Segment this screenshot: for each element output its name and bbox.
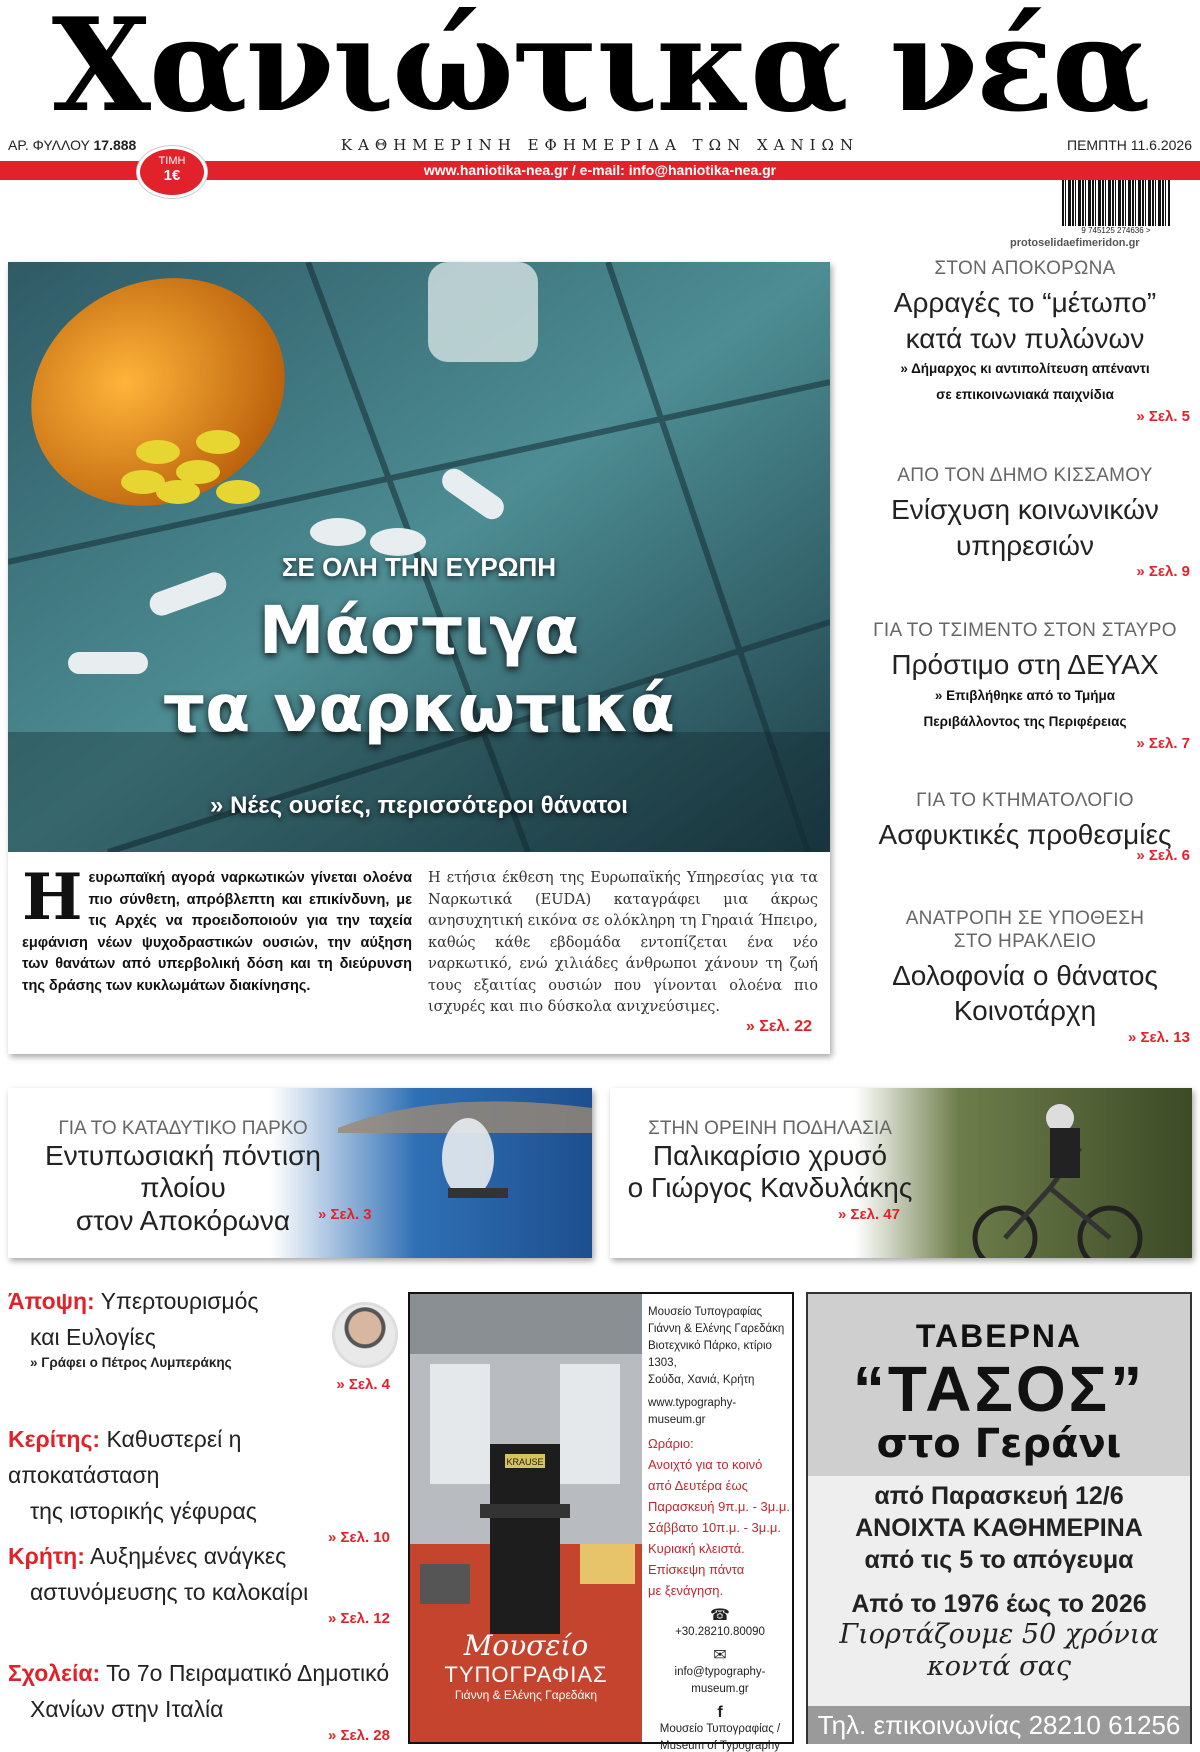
item-label: Κερίτης: xyxy=(8,1426,101,1452)
byline: » Γράφει ο Πέτρος Λυμπεράκης xyxy=(30,1355,232,1370)
item-text: της ιστορικής γέφυρας xyxy=(30,1498,257,1524)
story-ktimatologio[interactable] xyxy=(860,790,1190,864)
museum-info xyxy=(648,1304,792,1752)
museum-ad[interactable] xyxy=(408,1292,794,1752)
headline-line: Παλικαρίσιο χρυσό xyxy=(652,1140,888,1171)
story-sub xyxy=(860,683,1190,735)
sub-line: Περιβάλλοντος της Περιφέρειας xyxy=(923,713,1127,729)
price-value: 1€ xyxy=(163,167,181,184)
anniversary-line: Από το 1976 έως το 2026 xyxy=(851,1590,1147,1618)
address-line: Γιάννη & Ελένης Γαρεδάκη xyxy=(648,1323,785,1335)
hero-page-ref[interactable]: » Σελ. 22 xyxy=(745,1018,812,1035)
headline-line: Κοινοτάρχη xyxy=(953,995,1097,1027)
story-kicker xyxy=(860,908,1190,954)
anniversary-line: κοντά σας xyxy=(927,1651,1071,1682)
author-avatar xyxy=(332,1302,398,1368)
page-ref[interactable]: » Σελ. 4 xyxy=(336,1376,390,1393)
story-kicker: ΣΤΟΝ ΑΠΟΚΟΡΩΝΑ xyxy=(934,258,1116,279)
story-headline: Ασφυκτικές προθεσμίες xyxy=(878,818,1172,850)
kicker-line: ΑΝΑΤΡΟΠΗ ΣΕ ΥΠΟΘΕΣΗ xyxy=(905,908,1145,929)
museum-name-line: Μουσείο xyxy=(463,1629,589,1662)
museum-name xyxy=(410,1629,642,1702)
story-headline xyxy=(860,285,1190,357)
item-text: Το 7ο Πειραματικό Δημοτικό xyxy=(100,1660,390,1686)
page-ref[interactable]: » Σελ. 47 xyxy=(838,1206,900,1223)
taverna-label: ΤΑΒΕΡΝΑ xyxy=(915,1318,1083,1354)
story-apokoronas[interactable] xyxy=(860,258,1190,425)
banner-kicker: ΓΙΑ ΤΟ ΚΑΤΑΔΥΤΙΚΟ ΠΑΡΚΟ xyxy=(58,1118,308,1139)
story-headline xyxy=(860,492,1190,564)
issue-value: 17.888 xyxy=(93,137,137,153)
item-title xyxy=(8,1538,398,1610)
dropcap: Η xyxy=(22,860,83,935)
hours-line: Παρασκευή 9π.μ. - 3μ.μ. xyxy=(648,1499,790,1514)
headline-line: κατά των πυλώνων xyxy=(905,322,1145,354)
headline-line: στον Αποκόρωνα xyxy=(75,1204,291,1236)
hours-title: Ωράριο: xyxy=(648,1436,694,1451)
story-headline: Πρόστιμο στη ΔΕΥΑΧ xyxy=(891,648,1159,680)
story-heraklion[interactable] xyxy=(860,908,1190,1046)
tagline: ΚΑΘΗΜΕΡΙΝΗ ΕΦΗΜΕΡΙΔΑ ΤΩΝ ΧΑΝΙΩΝ xyxy=(340,136,860,154)
barcode-number: 9 745125 274636 > xyxy=(1081,226,1151,235)
address-line: Βιοτεχνικό Πάρκο, κτίριο 1303, xyxy=(648,1340,772,1369)
hero-body: Η ετήσια έκθεση της Ευρωπαϊκής Υπηρεσίας για τα Ναρκωτικά (EUDA) καταγράφει μια άκρως ανησυχητική εικόνα σε ολόκληρη τη Γηραιά Ήπειρο, καθώς κάθε εβδομάδα εντοπίζεται ένα νέο ναρκωτικό, ενώ χιλιάδες άνθρωποι χάνουν τη ζωή τους εξαιτίας ουσιών που γίνονται ολοένα πιο ισχυρές και πιο δύσκολα ανιχνεύσιμες. xyxy=(428,870,818,1015)
barcode xyxy=(1062,180,1170,236)
museum-name-line: ΤΥΠΟΓΡΑΦΙΑΣ xyxy=(444,1662,608,1687)
item-title xyxy=(8,1421,398,1529)
headline-line: Αρραγές το “μέτωπο” xyxy=(893,286,1157,318)
issue-number xyxy=(8,137,136,153)
museum-phone[interactable]: +30.28210.80090 xyxy=(675,1626,765,1638)
issue-date: ΠΕΜΠΤΗ 11.6.2026 xyxy=(1066,137,1192,153)
source-credit: protoselidaefimeridon.gr xyxy=(1010,237,1140,249)
item-keritis[interactable] xyxy=(8,1421,398,1546)
phone-icon: ☎ xyxy=(710,1607,730,1624)
story-deyax[interactable] xyxy=(860,620,1190,752)
taverna-name: “ΤΑΣΟΣ” xyxy=(852,1353,1146,1425)
hours-line: ΑΝΟΙΧΤΑ ΚΑΘΗΜΕΡΙΝΑ xyxy=(855,1514,1143,1542)
item-text: Υπερτουρισμός xyxy=(94,1288,259,1314)
item-text: Αυξημένες ανάγκες xyxy=(84,1543,287,1569)
kicker-line: ΣΤΟ ΗΡΑΚΛΕΙΟ xyxy=(953,930,1097,952)
banner-text xyxy=(620,1118,920,1205)
page-ref[interactable]: » Σελ. 12 xyxy=(328,1610,390,1627)
barcode-icon xyxy=(1062,180,1170,226)
fb-line: Museum of Typography xyxy=(660,1740,780,1752)
item-label: Άποψη: xyxy=(8,1288,95,1314)
contact-links[interactable]: www.haniotika-nea.gr / e-mail: info@haniotika-nea.gr xyxy=(423,162,777,178)
headline-line: Εντυπωσιακή πόντιση πλοίου xyxy=(45,1140,321,1204)
story-headline xyxy=(860,958,1190,1030)
item-label: Σχολεία: xyxy=(8,1660,101,1686)
item-text: αστυνόμευσης το καλοκαίρι xyxy=(30,1579,309,1605)
headline-line: Δολοφονία ο θάνατος xyxy=(892,959,1158,991)
story-kicker: ΓΙΑ ΤΟ ΤΣΙΜΕΝΤΟ ΣΤΟΝ ΣΤΑΥΡΟ xyxy=(873,620,1177,641)
hero-headline-line1: Μάστιγα xyxy=(258,592,580,669)
taverna-hours xyxy=(808,1480,1190,1576)
story-kicker: ΓΙΑ ΤΟ ΚΤΗΜΑΤΟΛΟΓΙΟ xyxy=(916,790,1134,811)
banner-kicker: ΣΤΗΝ ΟΡΕΙΝΗ ΠΟΔΗΛΑΣΙΑ xyxy=(648,1118,892,1139)
sub-line: σε επικοινωνιακά παιχνίδια xyxy=(936,387,1114,403)
museum-email[interactable]: info@typography-museum.gr xyxy=(674,1666,766,1695)
sub-line: » Δήμαρχος κι αντιπολίτευση απέναντι xyxy=(900,361,1150,377)
museum-name-line: Γιάννη & Ελένης Γαρεδάκη xyxy=(454,1688,598,1702)
hero-subtitle: » Νέες ουσίες, περισσότεροι θάνατοι xyxy=(210,792,628,819)
anniversary-line: Γιορτάζουμε 50 χρόνια xyxy=(839,1619,1159,1650)
headline-line: ο Γιώργος Κανδυλάκης xyxy=(627,1172,913,1204)
page-ref[interactable]: » Σελ. 13 xyxy=(1128,1029,1190,1047)
headline-line: υπηρεσιών xyxy=(956,529,1094,561)
masthead-title: Χανιώτικα νέα xyxy=(51,0,1149,141)
hours-line: από Παρασκευή 12/6 xyxy=(874,1482,1124,1510)
story-sub xyxy=(860,356,1190,408)
page-ref[interactable]: » Σελ. 3 xyxy=(318,1206,372,1223)
item-kriti[interactable] xyxy=(8,1538,398,1627)
page-ref[interactable]: » Σελ. 6 xyxy=(1136,846,1190,864)
fb-line: Μουσείο Τυπογραφίας / xyxy=(659,1723,781,1735)
taverna-phone[interactable]: Τηλ. επικοινωνίας 28210 61256 xyxy=(808,1706,1190,1744)
page-ref[interactable]: » Σελ. 9 xyxy=(1136,563,1190,581)
mail-icon: ✉ xyxy=(713,1647,727,1664)
banner-headline xyxy=(18,1140,348,1237)
taverna-ad[interactable] xyxy=(806,1292,1192,1744)
hero-lead xyxy=(22,860,412,997)
hours-line: με ξενάγηση. xyxy=(648,1583,724,1598)
hours-line: από Δευτέρα έως xyxy=(648,1478,748,1493)
machine-label: KRAUSE xyxy=(506,1457,544,1467)
page-ref[interactable]: » Σελ. 7 xyxy=(1136,734,1190,752)
item-title xyxy=(8,1655,398,1727)
page-ref[interactable]: » Σελ. 5 xyxy=(1136,408,1190,426)
museum-facebook[interactable] xyxy=(648,1721,792,1752)
banner-text xyxy=(18,1118,348,1237)
issue-label: ΑΡ. ΦΥΛΛΟΥ xyxy=(8,137,90,153)
hours-line: Σάββατο 10π.μ. - 3μ.μ. xyxy=(648,1520,781,1535)
taverna-anniversary xyxy=(808,1590,1190,1683)
hero-headline[interactable] xyxy=(8,592,830,748)
hero-lead-text: ευρωπαϊκή αγορά ναρκωτικών γίνεται ολοένα πιο σύνθετη, απρόβλεπτη και επικίνδυνη, με τις Αρχές να προειδοποιούν για την ταχεία εμφάνιση νέων ψυχοδραστικών ουσιών, την αύξηση των θανάτων από υπερβολική δόση και τη διεύρυνση της δράσης των κυκλωμάτων διακίνησης. xyxy=(22,870,412,994)
price-label: ΤΙΜΗ xyxy=(158,155,186,167)
story-kicker: ΑΠΟ ΤΟΝ ΔΗΜΟ ΚΙΣΣΑΜΟΥ xyxy=(897,465,1153,486)
museum-website[interactable]: www.typography-museum.gr xyxy=(648,1397,737,1426)
item-text: και Ευλογίες xyxy=(30,1324,156,1350)
taverna-header xyxy=(808,1294,1190,1476)
hours-line: από τις 5 το απόγευμα xyxy=(864,1546,1134,1574)
item-text: Χανίων στην Ιταλία xyxy=(30,1696,224,1722)
hero-headline-line2: τα ναρκωτικά xyxy=(162,669,676,747)
address-line: Σούδα, Χανιά, Κρήτη xyxy=(648,1374,755,1386)
banner-diving-park[interactable] xyxy=(8,1088,592,1258)
hours-line: Κυριακή κλειστά. xyxy=(648,1541,745,1556)
page-ref[interactable]: » Σελ. 10 xyxy=(328,1529,390,1546)
sub-line: » Επιβλήθηκε από το Τμήμα xyxy=(934,687,1116,703)
headline-line: Ενίσχυση κοινωνικών xyxy=(891,493,1159,525)
facebook-icon: f xyxy=(717,1704,723,1721)
item-scholeia[interactable] xyxy=(8,1655,398,1744)
taverna-location: στο Γεράνι xyxy=(876,1421,1122,1467)
hours-line: Επίσκεψη πάντα xyxy=(648,1562,745,1577)
banner-headline xyxy=(620,1140,920,1205)
hero-story[interactable] xyxy=(8,262,830,1054)
museum-hours xyxy=(648,1433,792,1601)
hero-kicker: ΣΕ ΟΛΗ ΤΗΝ ΕΥΡΩΠΗ xyxy=(281,552,557,582)
banner-cycling[interactable] xyxy=(610,1088,1192,1258)
hours-line: Ανοιχτό για το κοινό xyxy=(648,1457,763,1472)
story-kissamos[interactable] xyxy=(860,465,1190,580)
item-label: Κρήτη: xyxy=(8,1543,85,1569)
address-line: Μουσείο Τυπογραφίας xyxy=(648,1306,763,1318)
price-badge xyxy=(137,146,207,198)
item-text: Καθυστερεί η αποκατάσταση xyxy=(8,1426,242,1488)
page-ref[interactable]: » Σελ. 28 xyxy=(328,1727,390,1744)
